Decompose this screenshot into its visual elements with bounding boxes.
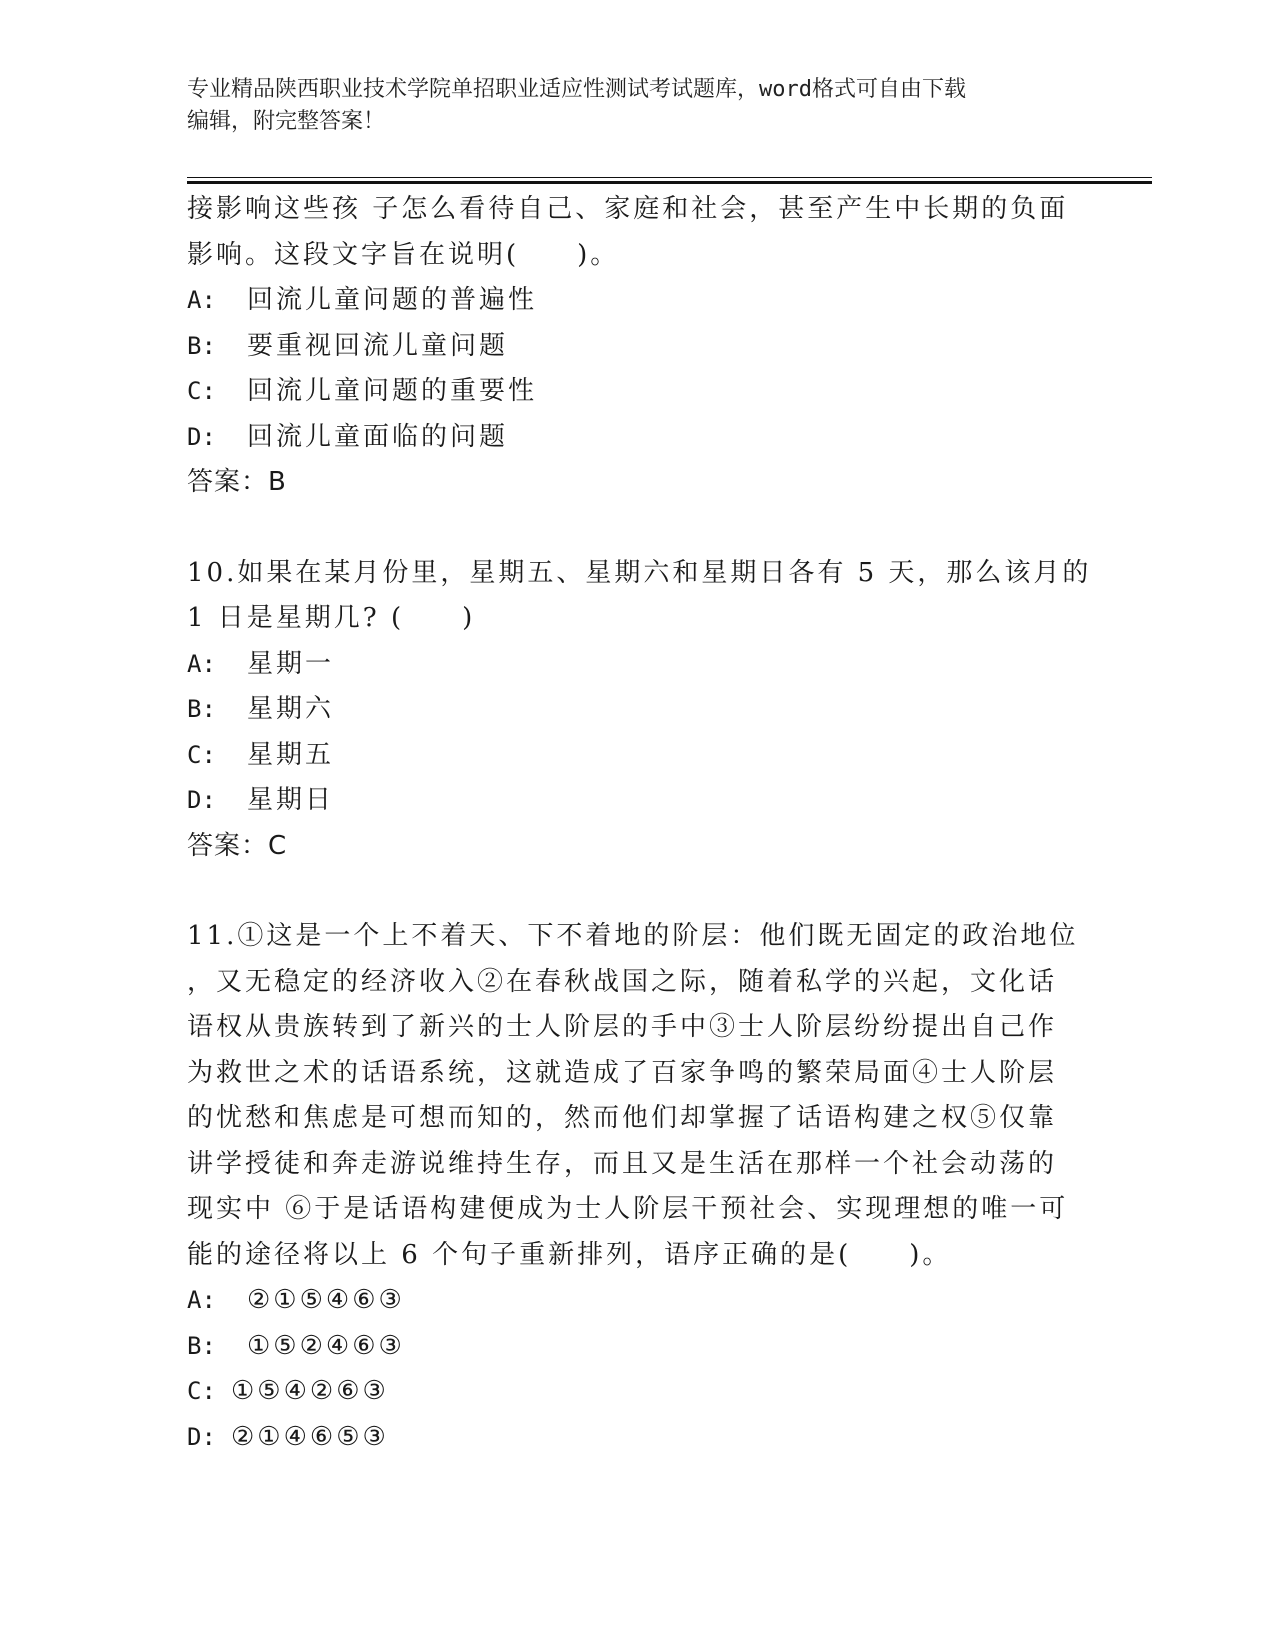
option-text: 星期六 [247, 694, 335, 724]
option-text: 星期五 [247, 739, 335, 770]
answer-line: 答案：B [187, 467, 287, 497]
header-rule-thick [187, 181, 1152, 184]
question-text-line: 的忧愁和焦虑是可想而知的，然而他们却掌握了话语构建之权⑤仅靠 [187, 1103, 1058, 1133]
question-text-line: 讲学授徒和奔走游说维持生存，而且又是生活在那样一个社会动荡的 [187, 1148, 1058, 1179]
option-d [187, 778, 1087, 824]
option-b [187, 1324, 1087, 1370]
answer-line: 答案：C [187, 830, 288, 861]
question-text-line: 1 日是星期几? ( ) [187, 603, 476, 633]
question-text-line: 10.如果在某月份里，星期五、星期六和星期日各有 5 天，那么该月的 [187, 557, 1092, 588]
option-letter: B: [187, 1331, 216, 1360]
question-9 [187, 187, 1087, 506]
option-a [187, 278, 1087, 324]
option-b [187, 324, 1087, 370]
option-letter: C: [187, 1377, 216, 1405]
question-text-line: 语权从贵族转到了新兴的士人阶层的手中③士人阶层纷纷提出自己作 [187, 1012, 1058, 1042]
option-text: 要重视回流儿童问题 [247, 330, 509, 361]
option-text: 回流儿童问题的重要性 [247, 376, 538, 406]
option-c [187, 1369, 1087, 1415]
page-content [187, 187, 1092, 1460]
option-text: 回流儿童面临的问题 [247, 421, 509, 452]
option-text: 星期日 [247, 785, 335, 815]
option-letter: A: [187, 649, 216, 678]
option-text: 回流儿童问题的普遍性 [247, 285, 538, 315]
question-text-line: 为救世之术的话语系统，这就造成了百家争鸣的繁荣局面④士人阶层 [187, 1057, 1058, 1088]
question-text-line: ，又无稳定的经济收入②在春秋战国之际，随着私学的兴起，文化话 [187, 966, 1058, 997]
question-text-line: 11.①这是一个上不着天、下不着地的阶层：他们既无固定的政治地位 [187, 921, 1079, 951]
option-letter: D: [187, 786, 216, 814]
option-a [187, 1278, 1087, 1324]
option-letter: D: [187, 1422, 216, 1451]
option-text: ①⑤②④⑥③ [247, 1330, 405, 1361]
question-text-line: 能的途径将以上 6 个句子重新排列，语序正确的是( )。 [187, 1239, 952, 1270]
header-line-1: 专业精品陕西职业技术学院单招职业适应性测试考试题库，word格式可自由下载 [187, 77, 966, 102]
option-letter: B: [187, 695, 216, 723]
question-11 [187, 914, 1087, 1460]
option-c [187, 733, 1087, 779]
option-letter: A: [187, 286, 216, 314]
option-d [187, 415, 1087, 461]
option-letter: A: [187, 1286, 216, 1314]
option-text: ①⑤④②⑥③ [231, 1376, 389, 1406]
spacer [187, 506, 1087, 551]
option-letter: C: [187, 740, 216, 769]
header-line-2: 编辑，附完整答案！ [187, 109, 386, 134]
option-text: ②①⑤④⑥③ [247, 1285, 405, 1315]
option-letter: C: [187, 377, 216, 405]
option-a [187, 642, 1087, 688]
spacer [187, 869, 1087, 914]
question-text-line: 接影响这些孩 子怎么看待自己、家庭和社会，甚至产生中长期的负面 [187, 194, 1069, 224]
option-letter: B: [187, 331, 216, 360]
option-c [187, 369, 1087, 415]
question-text-line: 影响。这段文字旨在说明( )。 [187, 239, 620, 270]
option-text: 星期一 [247, 648, 335, 679]
option-b [187, 687, 1087, 733]
question-10 [187, 551, 1092, 870]
option-d [187, 1415, 1087, 1461]
question-text-line: 现实中 ⑥于是话语构建便成为士人阶层干预社会、实现理想的唯一可 [187, 1194, 1069, 1224]
option-letter: D: [187, 422, 216, 451]
header-rule-thin [187, 177, 1152, 178]
page-header [187, 74, 1067, 138]
option-text: ②①④⑥⑤③ [231, 1421, 389, 1452]
